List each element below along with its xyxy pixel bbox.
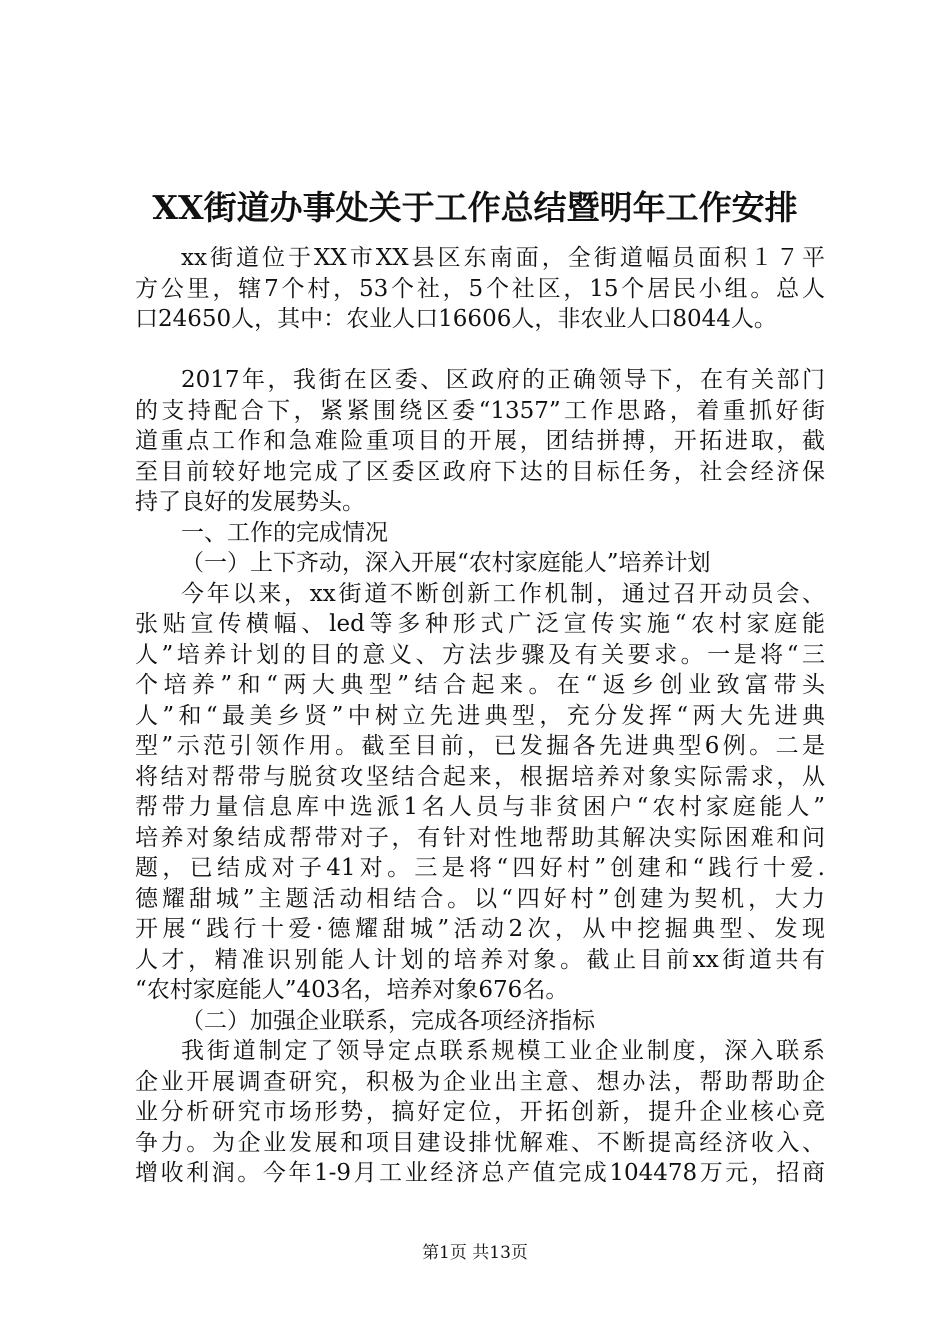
text-line: 争力。为企业发展和项目建设排忧解难、不断提高经济收入、	[135, 1129, 825, 1156]
page-footer: 第1页 共13页	[422, 1243, 528, 1263]
text-line: 型”示范引领作用。截至目前，已发掘各先进典型6例。二是	[135, 733, 825, 759]
text-line: xx街道位于XX市XX县区东南面，全街道幅员面积１７平	[181, 245, 825, 271]
text-line: 人”和“最美乡贤”中树立先进典型，充分发挥“两大先进典	[135, 702, 825, 729]
text-line: 方公里，辖7个村，53个社，5个社区，15个居民小组。总人	[135, 275, 825, 302]
text-line: 将结对帮带与脱贫攻坚结合起来，根据培养对象实际需求，从	[135, 763, 825, 790]
text-line: “农村家庭能人”403名，培养对象676名。	[135, 977, 569, 1003]
section-heading: 一、工作的完成情况	[181, 519, 388, 546]
text-line: 题，已结成对子41对。三是将“四好村”创建和“践行十爱.	[135, 855, 825, 881]
paragraph-gap	[135, 335, 825, 366]
text-line: 业分析研究市场形势，搞好定位，开拓创新，提升企业核心竞	[135, 1099, 825, 1125]
text-line: 我街道制定了领导定点联系规模工业企业制度，深入联系	[181, 1038, 825, 1064]
section-heading: （一）上下齐动，深入开展“农村家庭能人”培养计划	[181, 550, 711, 576]
text-line: 德耀甜城”主题活动相结合。以“四好村”创建为契机，大力	[135, 885, 825, 912]
document-title: XX街道办事处关于工作总结暨明年工作安排	[152, 188, 798, 227]
text-line: 2017年，我街在区委、区政府的正确领导下，在有关部门	[181, 367, 825, 393]
text-line: 个培养”和“两大典型”结合起来。在“返乡创业致富带头	[135, 672, 825, 698]
text-line: 张贴宣传横幅、led等多种形式广泛宣传实施“农村家庭能	[135, 611, 825, 637]
text-line: 道重点工作和急难险重项目的开展，团结拼搏，开拓进取，截	[135, 428, 825, 454]
text-line: 增收利润。今年1-9月工业经济总产值完成104478万元，招商	[135, 1160, 825, 1186]
text-line: 帮带力量信息库中选派1名人员与非贫困户“农村家庭能人”	[135, 794, 825, 820]
text-line: 口24650人，其中：农业人口16606人，非农业人口8044人。	[135, 306, 777, 332]
text-line: 培养对象结成帮带对子，有针对性地帮助其解决实际困难和问	[135, 824, 825, 851]
text-line: 企业开展调查研究，积极为企业出主意、想办法，帮助帮助企	[135, 1068, 825, 1095]
text-line: 至目前较好地完成了区委区政府下达的目标任务，社会经济保	[135, 458, 825, 485]
text-line: 持了良好的发展势头。	[135, 489, 365, 515]
text-line: 的支持配合下，紧紧围绕区委“1357”工作思路，着重抓好街	[135, 397, 825, 424]
text-line: 开展“践行十爱·德耀甜城”活动2次，从中挖掘典型、发现	[135, 916, 825, 942]
document-body	[135, 243, 825, 1189]
text-line: 今年以来，xx街道不断创新工作机制，通过召开动员会、	[181, 580, 825, 607]
text-line: 人”培养计划的目的意义、方法步骤及有关要求。一是将“三	[135, 641, 825, 668]
section-heading: （二）加强企业联系，完成各项经济指标	[181, 1007, 595, 1034]
text-line: 人才，精准识别能人计划的培养对象。截止目前xx街道共有	[135, 946, 825, 973]
